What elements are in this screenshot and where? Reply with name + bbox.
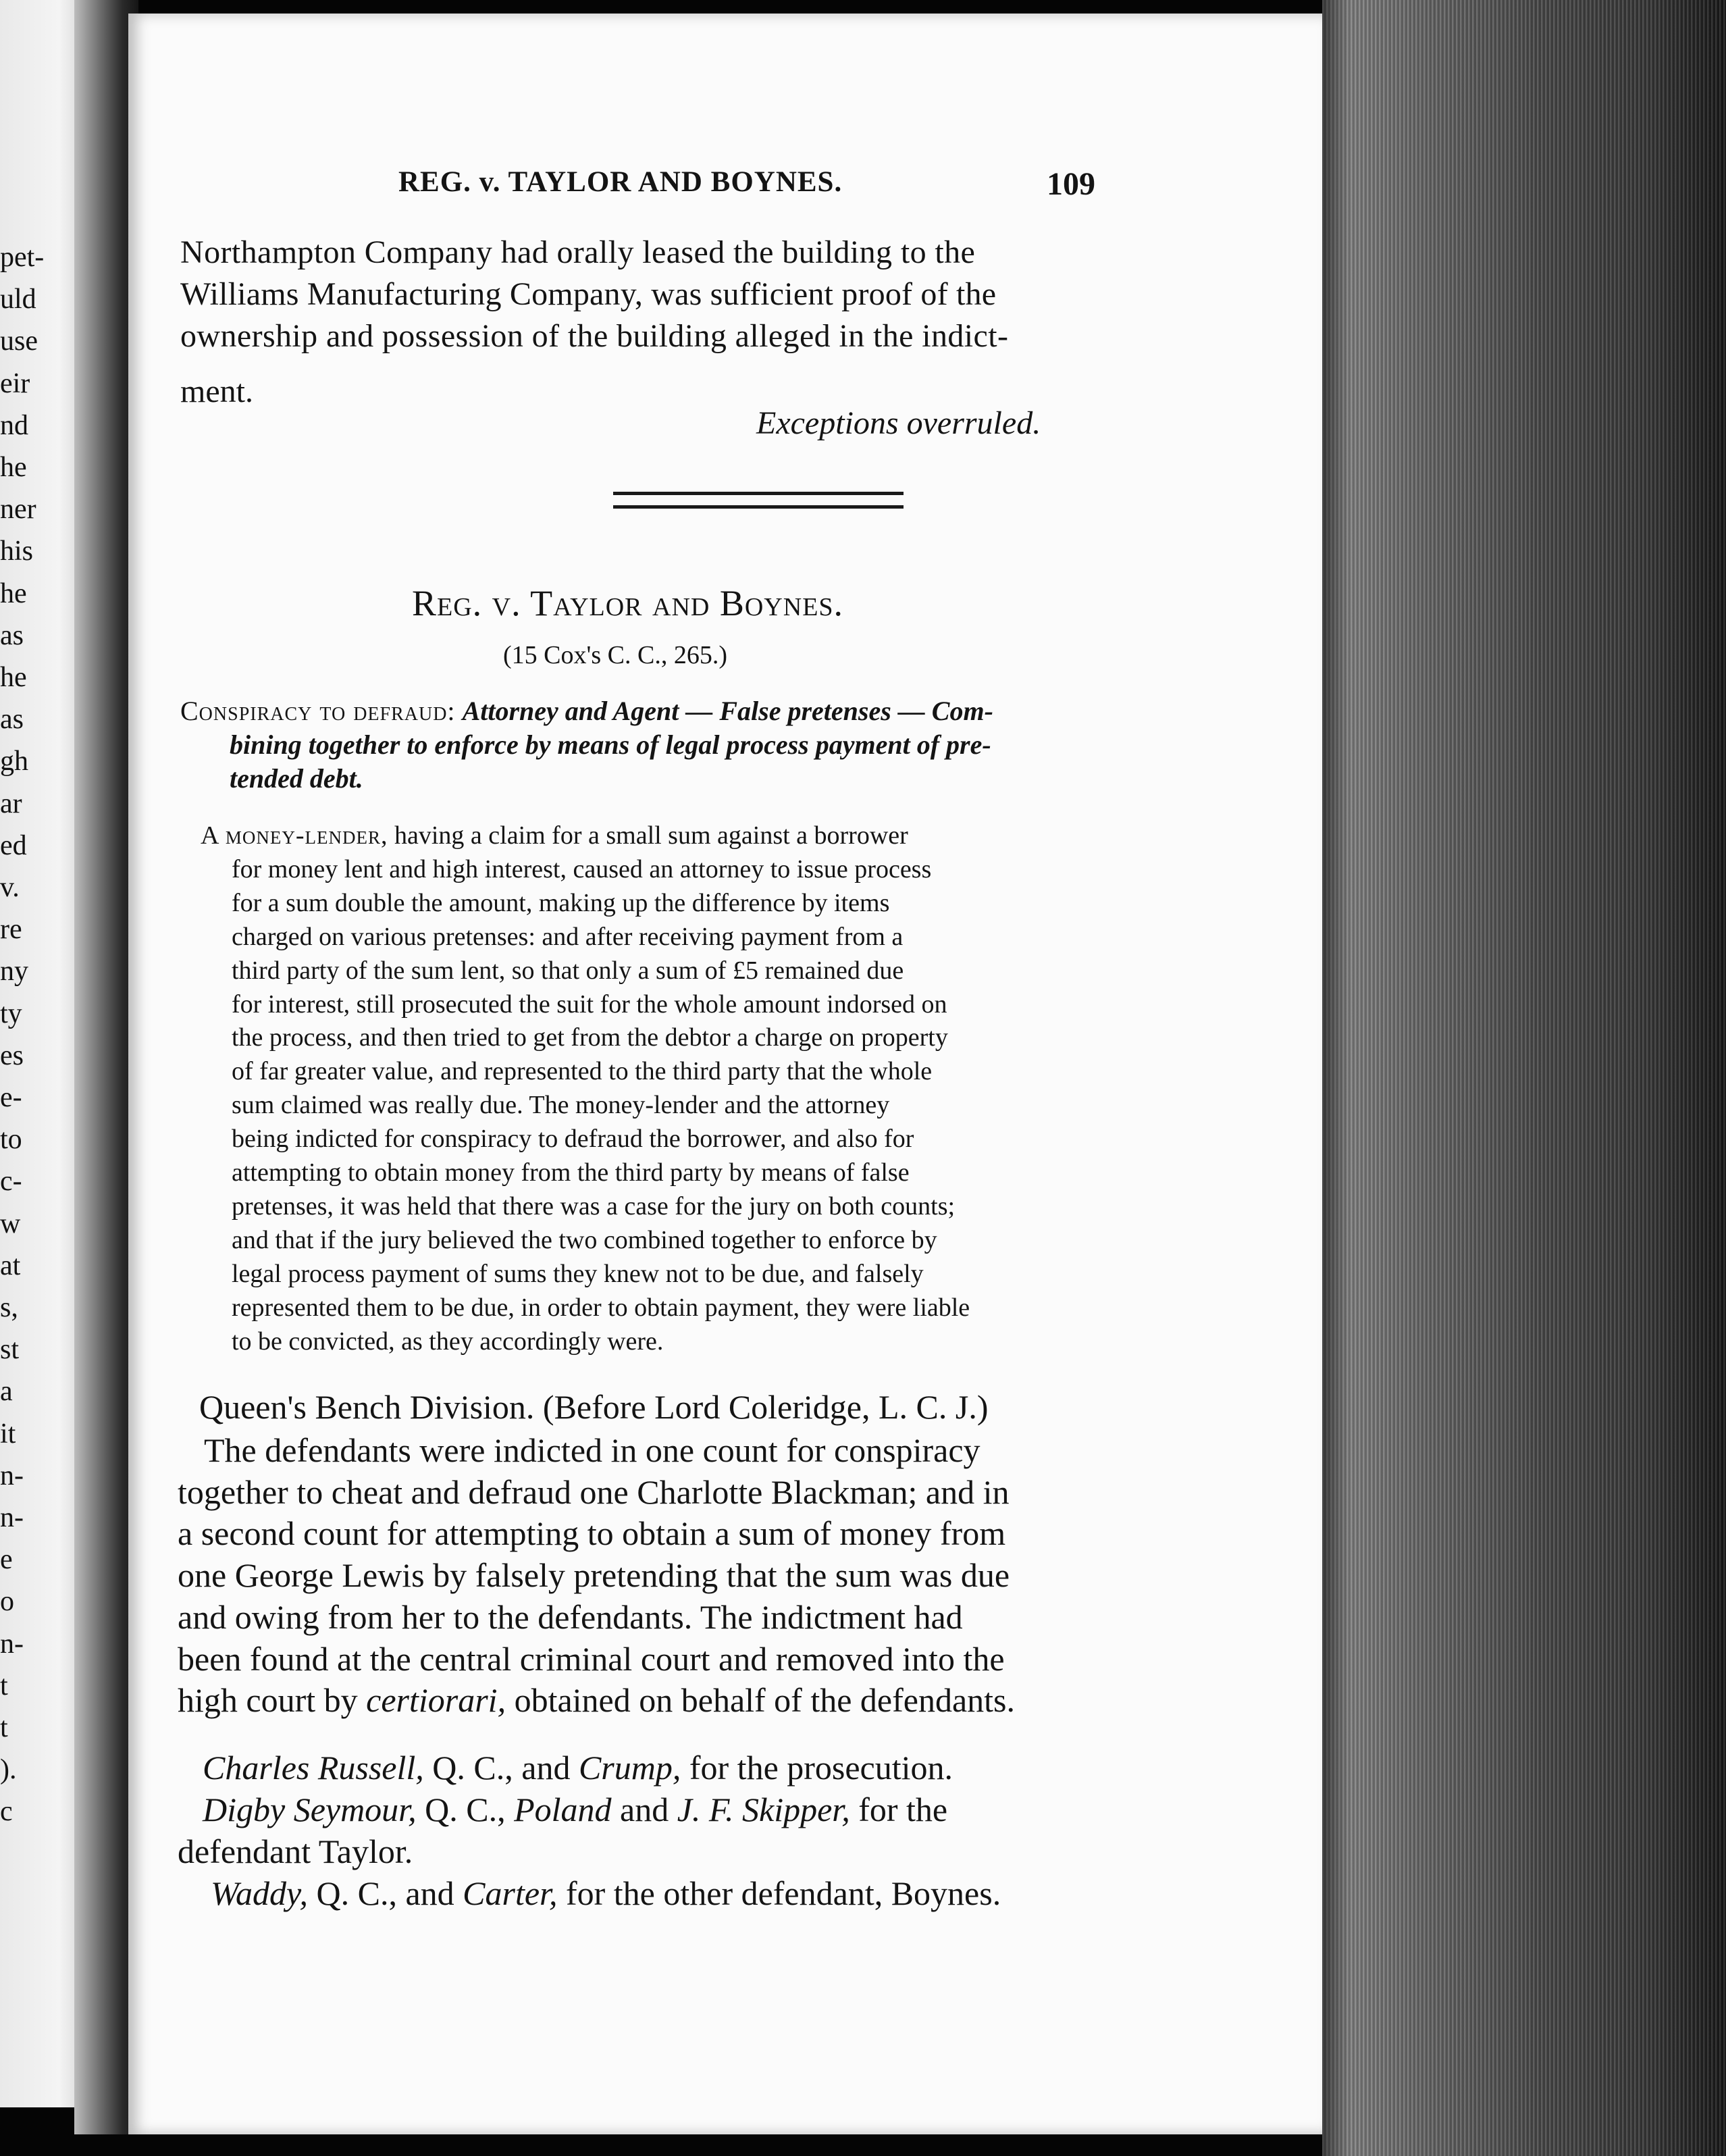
- text-line: one George Lewis by falsely pretending that the sum was due: [178, 1556, 1010, 1595]
- syllabus-line: being indicted for conspiracy to defraud the borrower, and also for: [232, 1125, 914, 1154]
- syllabus-line: attempting to obtain money from the third party by means of false: [232, 1158, 910, 1187]
- syllabus-line: third party of the sum lent, so that only a sum of £5 remained due: [232, 956, 904, 985]
- text-line: Williams Manufacturing Company, was sufficient proof of the: [180, 276, 997, 312]
- left-page-fragment: his: [0, 536, 34, 567]
- counsel-name: J. F. Skipper,: [677, 1791, 850, 1828]
- left-page-fragment: t: [0, 1670, 8, 1701]
- left-page-fragment: eir: [0, 367, 30, 399]
- section-divider-top: [613, 492, 904, 495]
- left-page-fragment: c-: [0, 1166, 22, 1198]
- left-page-fragment: e-: [0, 1082, 22, 1113]
- text-line: The defendants were indicted in one count for conspiracy: [204, 1431, 980, 1469]
- book-page: [128, 14, 1324, 2134]
- left-page-fragment: st: [0, 1334, 20, 1366]
- running-head: REG. v. TAYLOR AND BOYNES.: [398, 166, 843, 198]
- case-title: Reg. v. Taylor and Boynes.: [412, 583, 844, 623]
- left-page-fragment: e: [0, 1544, 13, 1576]
- syllabus-line: and that if the jury believed the two combined together to enforce by: [232, 1225, 937, 1254]
- left-page-fragment: ty: [0, 998, 22, 1029]
- counsel-name: Charles Russell,: [203, 1749, 424, 1787]
- syllabus-lead: A money-lender,: [201, 821, 388, 850]
- book-page-edges: [1322, 0, 1726, 2156]
- left-page-fragment: o: [0, 1586, 14, 1618]
- page-edge-shadow: [1322, 0, 1349, 2156]
- counsel-taylor: [203, 1793, 947, 1826]
- text-line: ownership and possession of the building alleged in the indict-: [180, 318, 1009, 354]
- headnote-line: bining together to enforce by means of legal process payment of pre-: [230, 729, 991, 760]
- syllabus-line: legal process payment of sums they knew not to be due, and falsely: [232, 1259, 924, 1288]
- counsel-name: Carter,: [463, 1874, 558, 1912]
- syllabus-line: [201, 823, 908, 848]
- counsel-name: Crump,: [578, 1749, 681, 1787]
- left-page-fragment: as: [0, 704, 24, 736]
- text-line: a second count for attempting to obtain a sum of money from: [178, 1514, 1006, 1553]
- left-page-fragment: uld: [0, 284, 36, 315]
- counsel-taylor-cont: defendant Taylor.: [178, 1832, 413, 1870]
- headnote-topics: Attorney and Agent — False pretenses — Com-: [462, 696, 993, 726]
- text-segment: obtained on behalf of the defendants.: [506, 1681, 1015, 1719]
- text-line: ment.: [180, 374, 253, 409]
- left-page-fragment: c: [0, 1796, 13, 1828]
- left-page-fragment: n-: [0, 1460, 24, 1491]
- left-page-fragment: v.: [0, 872, 20, 903]
- text-line: [178, 1683, 1015, 1717]
- left-page-fragment: w: [0, 1208, 21, 1239]
- left-page-fragment: nd: [0, 409, 28, 441]
- text-segment: Q. C.,: [416, 1791, 515, 1828]
- counsel-name: Poland: [514, 1791, 612, 1828]
- counsel-boynes: [211, 1876, 1001, 1910]
- text-line: Northampton Company had orally leased the building to the: [180, 234, 976, 270]
- left-page-fragment: n-: [0, 1502, 24, 1533]
- counsel-prosecution: [203, 1751, 953, 1785]
- text-line: together to cheat and defraud one Charlotte Blackman; and in: [178, 1472, 1010, 1511]
- headnote-line: tended debt.: [230, 763, 363, 794]
- court-line: Queen's Bench Division. (Before Lord Coleridge, L. C. J.): [199, 1388, 989, 1426]
- text-line: been found at the central criminal court and removed into the: [178, 1639, 1005, 1678]
- syllabus-line: sum claimed was really due. The money-lender and the attorney: [232, 1091, 890, 1120]
- text-segment: for the prosecution.: [681, 1749, 953, 1787]
- text-segment: for the other defendant, Boynes.: [557, 1874, 1001, 1912]
- syllabus-line: to be convicted, as they accordingly were.: [232, 1327, 664, 1356]
- syllabus-line: for money lent and high interest, caused an attorney to issue process: [232, 854, 932, 883]
- syllabus-line: for a sum double the amount, making up the difference by items: [232, 888, 890, 917]
- headnote-lead: Conspiracy to defraud:: [180, 696, 456, 726]
- counsel-name: Waddy,: [211, 1874, 308, 1912]
- left-page-fragment: n-: [0, 1628, 24, 1660]
- left-page-fragment: s,: [0, 1292, 18, 1323]
- left-page-fragment: he: [0, 452, 27, 483]
- syllabus-line: the process, and then tried to get from the debtor a charge on property: [232, 1023, 948, 1052]
- left-page-fragment: t: [0, 1712, 8, 1743]
- syllabus-line: pretenses, it was held that there was a case for the jury on both counts;: [232, 1191, 956, 1221]
- left-page-fragment: ed: [0, 829, 27, 861]
- text-segment: and: [611, 1791, 677, 1828]
- syllabus-line: for interest, still prosecuted the suit for the whole amount indorsed on: [232, 990, 947, 1019]
- left-page-fragment: to: [0, 1124, 22, 1156]
- left-page-fragment: ar: [0, 788, 22, 819]
- text-segment: Q. C., and: [423, 1749, 579, 1787]
- left-page-fragment: he: [0, 578, 27, 609]
- counsel-name: Digby Seymour,: [203, 1791, 417, 1828]
- syllabus-line: charged on various pretenses: and after receiving payment from a: [232, 922, 904, 951]
- left-page-fragment: ner: [0, 494, 36, 525]
- left-page-fragment: use: [0, 326, 38, 357]
- headnote-line: [180, 698, 993, 725]
- text-segment: Q. C., and: [308, 1874, 463, 1912]
- exceptions-overruled: Exceptions overruled.: [756, 405, 1041, 441]
- left-page-fragment: es: [0, 1040, 24, 1071]
- left-page-fragment: ).: [0, 1754, 17, 1786]
- case-citation: (15 Cox's C. C., 265.): [503, 641, 727, 669]
- syllabus-line: represented them to be due, in order to obtain payment, they were liable: [232, 1293, 970, 1322]
- text-line: and owing from her to the defendants. The indictment had: [178, 1597, 963, 1636]
- text-segment: for the: [849, 1791, 948, 1828]
- syllabus-line: of far greater value, and represented to the third party that the whole: [232, 1057, 933, 1086]
- left-page-fragment: it: [0, 1418, 16, 1449]
- left-page-fragment: he: [0, 662, 27, 693]
- left-page-fragment: a: [0, 1376, 13, 1408]
- left-page-fragment: ny: [0, 956, 28, 987]
- left-page-fragment: as: [0, 619, 24, 651]
- page-number: 109: [1047, 166, 1095, 202]
- section-divider-bottom: [613, 505, 904, 509]
- certiorari-term: certiorari,: [366, 1681, 506, 1719]
- left-page-fragment: gh: [0, 746, 28, 777]
- syllabus-text: having a claim for a small sum against a borrower: [394, 821, 908, 850]
- left-page-fragment: at: [0, 1250, 21, 1281]
- left-page-fragment: pet-: [0, 242, 45, 273]
- left-page-fragment: re: [0, 914, 22, 946]
- text-segment: high court by: [178, 1681, 367, 1719]
